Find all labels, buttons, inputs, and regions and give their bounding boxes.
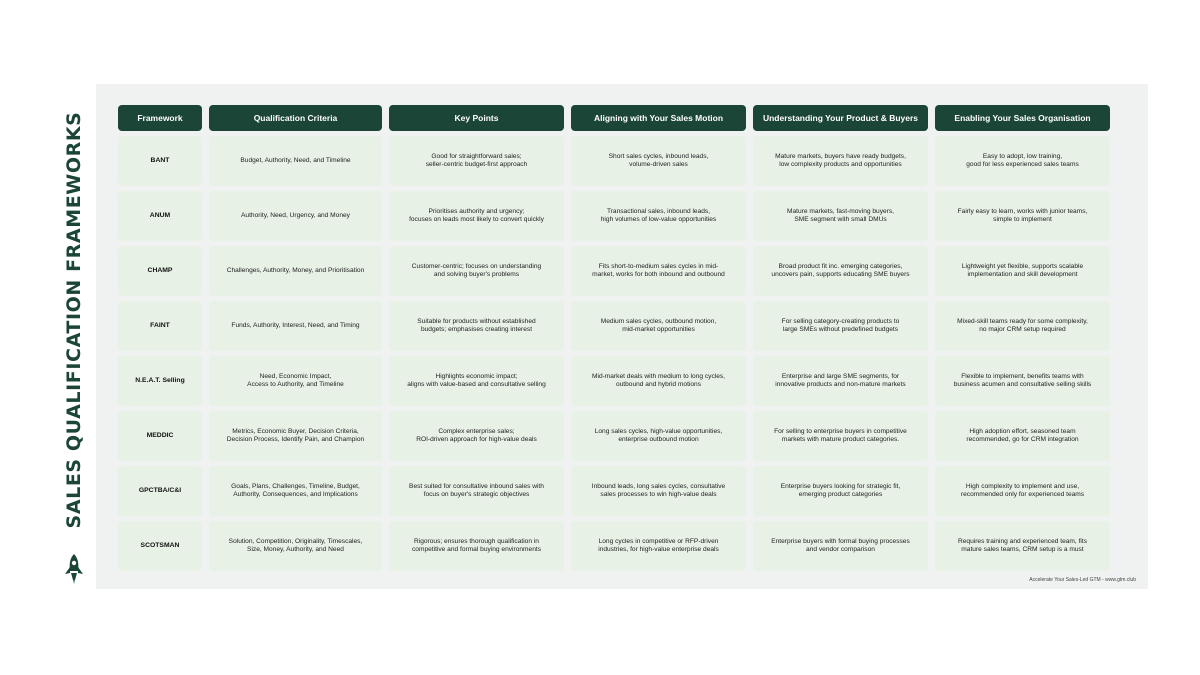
- table-cell-sales-organisation: Requires training and experienced team, fits mature sales teams, CRM setup is a must: [935, 521, 1110, 571]
- table-cell-sales-organisation: High adoption effort, seasoned team recommended, go for CRM integration: [935, 411, 1110, 461]
- table-cell-product-buyers: For selling to enterprise buyers in competitive markets with mature product categories.: [753, 411, 928, 461]
- table-cell-sales-organisation: Lightweight yet flexible, supports scalable implementation and skill development: [935, 246, 1110, 296]
- table-cell-sales-organisation: Fairly easy to learn, works with junior teams, simple to implement: [935, 191, 1110, 241]
- table-cell-key-points: Good for straightforward sales; seller-centric budget-first approach: [389, 136, 564, 186]
- column-header-sales-motion: Aligning with Your Sales Motion: [571, 105, 746, 131]
- table-cell-key-points: Customer-centric; focuses on understanding and solving buyer's problems: [389, 246, 564, 296]
- table-cell-key-points: Best suited for consultative inbound sales with focus on buyer's strategic objectives: [389, 466, 564, 516]
- table-cell-qualification-criteria: Challenges, Authority, Money, and Prioritisation: [209, 246, 382, 296]
- table-cell-sales-motion: Medium sales cycles, outbound motion, mid-market opportunities: [571, 301, 746, 351]
- table-cell-sales-organisation: Easy to adopt, low training, good for less experienced sales teams: [935, 136, 1110, 186]
- table-cell-framework-name: FAINT: [118, 301, 202, 351]
- table-cell-sales-organisation: High complexity to implement and use, recommended only for experienced teams: [935, 466, 1110, 516]
- table-cell-qualification-criteria: Funds, Authority, Interest, Need, and Timing: [209, 301, 382, 351]
- table-cell-sales-motion: Transactional sales, inbound leads, high volumes of low-value opportunities: [571, 191, 746, 241]
- table-cell-product-buyers: Mature markets, fast-moving buyers, SME segment with small DMUs: [753, 191, 928, 241]
- table-cell-key-points: Prioritises authority and urgency; focuses on leads most likely to convert quickly: [389, 191, 564, 241]
- table-cell-framework-name: N.E.A.T. Selling: [118, 356, 202, 406]
- table-cell-product-buyers: Enterprise buyers looking for strategic fit, emerging product categories: [753, 466, 928, 516]
- table-cell-qualification-criteria: Authority, Need, Urgency, and Money: [209, 191, 382, 241]
- table-cell-framework-name: ANUM: [118, 191, 202, 241]
- rocket-icon: [62, 553, 86, 585]
- footer-credit: Accelerate Your Sales-Led GTM - www.gtm.club: [1029, 577, 1136, 583]
- table-cell-sales-motion: Fits short-to-medium sales cycles in mid- market, works for both inbound and outbound: [571, 246, 746, 296]
- table-cell-framework-name: GPCTBA/C&I: [118, 466, 202, 516]
- table-cell-product-buyers: Mature markets, buyers have ready budgets, low complexity products and opportunities: [753, 136, 928, 186]
- table-cell-sales-motion: Long cycles in competitive or RFP-driven industries, for high-value enterprise deals: [571, 521, 746, 571]
- page-title: SALES QUALIFICATION FRAMEWORKS: [63, 111, 85, 529]
- table-cell-sales-motion: Mid-market deals with medium to long cycles, outbound and hybrid motions: [571, 356, 746, 406]
- table-cell-framework-name: MEDDIC: [118, 411, 202, 461]
- table-cell-qualification-criteria: Metrics, Economic Buyer, Decision Criteria, Decision Process, Identify Pain, and Champion: [209, 411, 382, 461]
- table-cell-product-buyers: For selling category-creating products to large SMEs without predefined budgets: [753, 301, 928, 351]
- table-cell-sales-organisation: Flexible to implement, benefits teams with business acumen and consultative selling skills: [935, 356, 1110, 406]
- table-cell-key-points: Highlights economic impact; aligns with value-based and consultative selling: [389, 356, 564, 406]
- table-cell-product-buyers: Broad product fit inc. emerging categories, uncovers pain, supports educating SME buyers: [753, 246, 928, 296]
- table-cell-framework-name: BANT: [118, 136, 202, 186]
- table-cell-qualification-criteria: Budget, Authority, Need, and Timeline: [209, 136, 382, 186]
- frameworks-table: [118, 105, 1110, 571]
- table-cell-sales-motion: Long sales cycles, high-value opportunities, enterprise outbound motion: [571, 411, 746, 461]
- table-cell-framework-name: SCOTSMAN: [118, 521, 202, 571]
- table-cell-qualification-criteria: Solution, Competition, Originality, Timescales, Size, Money, Authority, and Need: [209, 521, 382, 571]
- table-cell-product-buyers: Enterprise buyers with formal buying processes and vendor comparison: [753, 521, 928, 571]
- table-cell-key-points: Suitable for products without established budgets; emphasises creating interest: [389, 301, 564, 351]
- table-cell-sales-motion: Short sales cycles, inbound leads, volume-driven sales: [571, 136, 746, 186]
- column-header-qualification-criteria: Qualification Criteria: [209, 105, 382, 131]
- table-cell-sales-organisation: Mixed-skill teams ready for some complexity, no major CRM setup required: [935, 301, 1110, 351]
- column-header-key-points: Key Points: [389, 105, 564, 131]
- column-header-product-buyers: Understanding Your Product & Buyers: [753, 105, 928, 131]
- column-header-framework: Framework: [118, 105, 202, 131]
- table-cell-qualification-criteria: Goals, Plans, Challenges, Timeline, Budget, Authority, Consequences, and Implications: [209, 466, 382, 516]
- table-cell-product-buyers: Enterprise and large SME segments, for innovative products and non-mature markets: [753, 356, 928, 406]
- table-cell-framework-name: CHAMP: [118, 246, 202, 296]
- column-header-sales-organisation: Enabling Your Sales Organisation: [935, 105, 1110, 131]
- table-cell-key-points: Rigorous; ensures thorough qualification in competitive and formal buying environments: [389, 521, 564, 571]
- table-cell-qualification-criteria: Need, Economic Impact, Access to Authority, and Timeline: [209, 356, 382, 406]
- table-cell-sales-motion: Inbound leads, long sales cycles, consultative sales processes to win high-value deals: [571, 466, 746, 516]
- table-cell-key-points: Complex enterprise sales; ROI-driven approach for high-value deals: [389, 411, 564, 461]
